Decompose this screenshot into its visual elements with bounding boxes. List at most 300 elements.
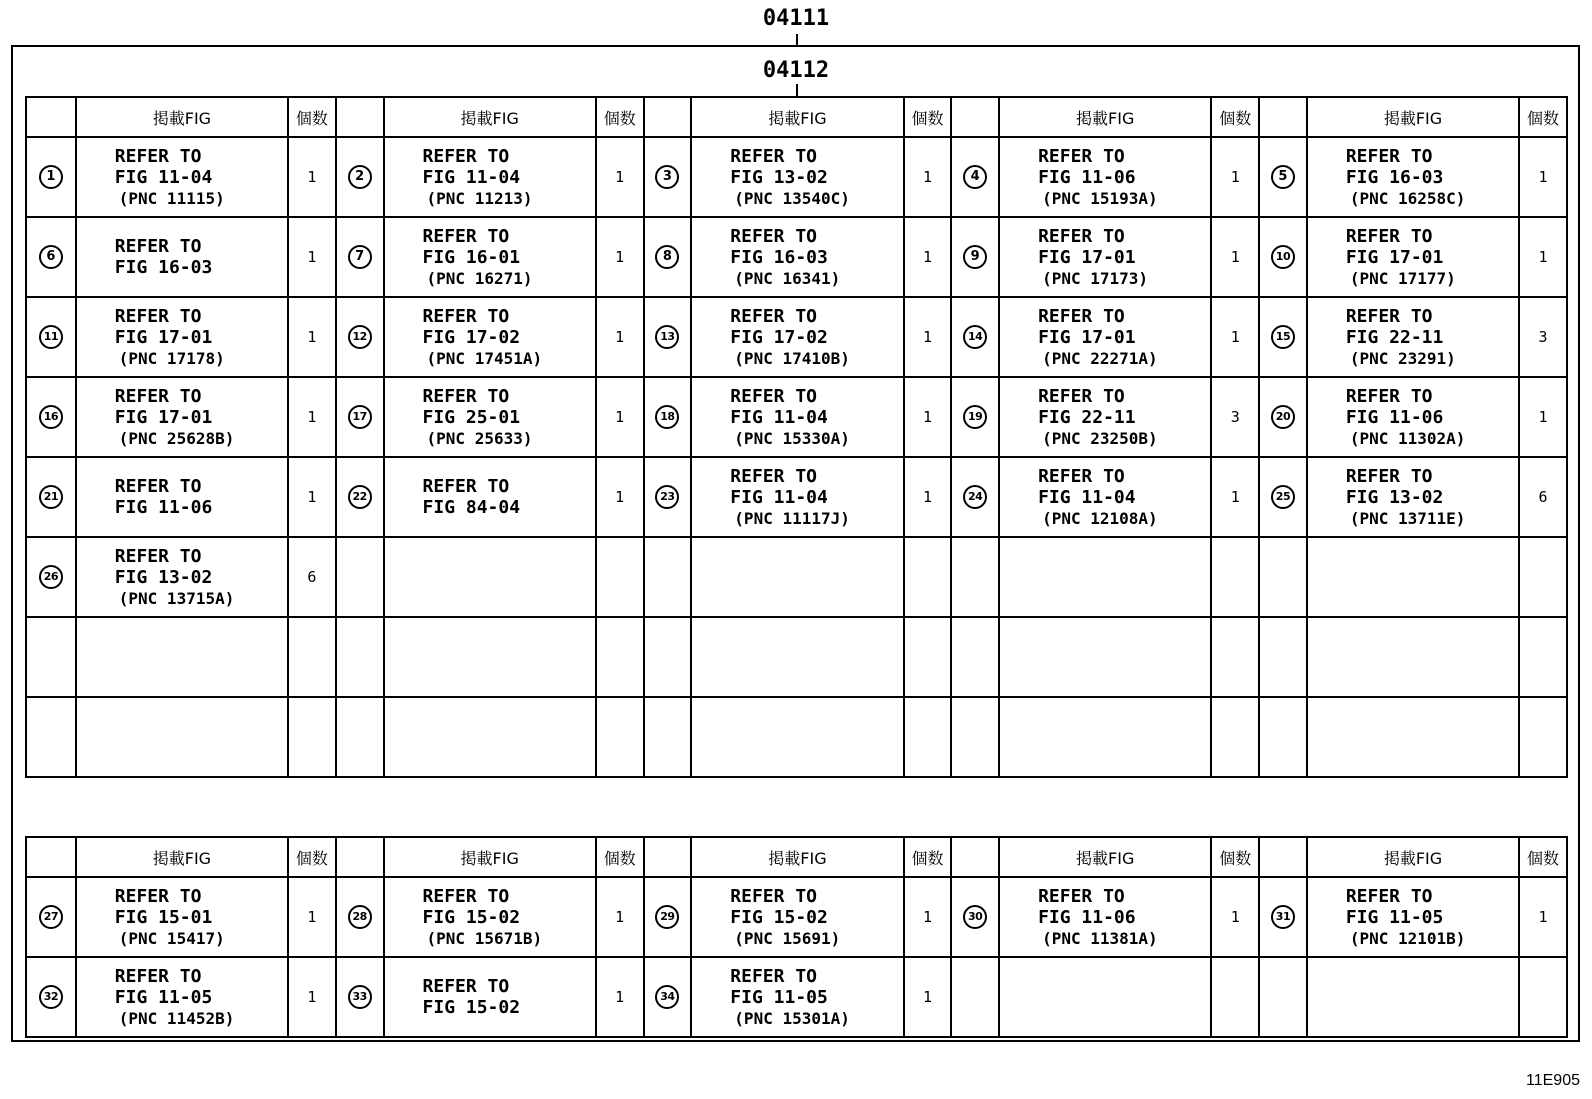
item-number-badge: 6 bbox=[39, 245, 63, 269]
fig-number: FIG 15-02 bbox=[730, 906, 828, 928]
fig-number: FIG 84-04 bbox=[422, 497, 521, 518]
reference-cell bbox=[384, 957, 596, 1037]
reference-cell bbox=[1307, 877, 1519, 957]
quantity-cell: 1 bbox=[904, 457, 952, 537]
quantity-cell bbox=[904, 617, 952, 697]
quantity-cell bbox=[904, 537, 952, 617]
table-row bbox=[26, 617, 1567, 697]
reference-cell bbox=[999, 537, 1211, 617]
pnc-number: (PNC 16258C) bbox=[1349, 188, 1466, 208]
fig-number: FIG 13-02 bbox=[1345, 486, 1444, 508]
illustration-code: 11E905 bbox=[1526, 1072, 1580, 1089]
item-number-cell bbox=[26, 957, 76, 1037]
item-number-cell bbox=[644, 537, 692, 617]
quantity-cell: 3 bbox=[1519, 297, 1567, 377]
quantity-cell: 1 bbox=[596, 957, 644, 1037]
reference-cell bbox=[76, 617, 288, 697]
pnc-number: (PNC 11115) bbox=[118, 188, 225, 208]
reference-cell bbox=[76, 137, 288, 217]
item-number-badge: 22 bbox=[348, 485, 372, 509]
quantity-cell bbox=[904, 697, 952, 777]
item-number-cell bbox=[951, 877, 999, 957]
quantity-cell: 1 bbox=[1211, 297, 1259, 377]
pnc-number: (PNC 15193A) bbox=[1042, 188, 1158, 208]
header-index-blank bbox=[1259, 837, 1307, 877]
reference-cell bbox=[384, 217, 596, 297]
item-number-badge: 25 bbox=[1271, 485, 1295, 509]
item-number-cell bbox=[951, 537, 999, 617]
reference-cell bbox=[691, 617, 903, 697]
header-index-blank bbox=[644, 837, 692, 877]
pnc-number: (PNC 17410B) bbox=[734, 348, 850, 368]
item-number-badge: 20 bbox=[1271, 405, 1295, 429]
pnc-number: (PNC 17178) bbox=[118, 348, 225, 368]
reference-cell bbox=[76, 377, 288, 457]
quantity-cell bbox=[288, 697, 336, 777]
pnc-number: (PNC 23250B) bbox=[1042, 428, 1158, 448]
quantity-cell: 1 bbox=[1211, 137, 1259, 217]
item-number-cell bbox=[336, 217, 384, 297]
quantity-cell: 1 bbox=[1211, 877, 1259, 957]
reference-cell bbox=[999, 377, 1211, 457]
pnc-number: (PNC 16271) bbox=[426, 268, 533, 288]
pnc-number: (PNC 15330A) bbox=[734, 428, 850, 448]
item-number-badge: 28 bbox=[348, 905, 372, 929]
pnc-number: (PNC 15671B) bbox=[426, 928, 543, 948]
reference-cell bbox=[384, 877, 596, 957]
header-qty: 個数 bbox=[1519, 837, 1567, 877]
quantity-cell: 1 bbox=[288, 137, 336, 217]
item-number-cell bbox=[336, 617, 384, 697]
pnc-number: (PNC 17177) bbox=[1349, 268, 1456, 288]
item-number-badge: 14 bbox=[963, 325, 987, 349]
header-fig: 掲載FIG bbox=[384, 837, 596, 877]
table-row bbox=[26, 217, 1567, 297]
item-number-badge: 30 bbox=[963, 905, 987, 929]
refer-to-text: REFER TO bbox=[1038, 385, 1125, 407]
fig-number: FIG 13-02 bbox=[730, 166, 828, 188]
quantity-cell: 1 bbox=[1519, 377, 1567, 457]
refer-to-text: REFER TO bbox=[114, 545, 202, 567]
item-number-cell bbox=[26, 537, 76, 617]
item-number-cell bbox=[26, 697, 76, 777]
quantity-cell: 1 bbox=[904, 377, 952, 457]
fig-number: FIG 22-11 bbox=[1038, 406, 1136, 428]
item-number-cell bbox=[1259, 697, 1307, 777]
item-number-badge: 27 bbox=[39, 905, 63, 929]
reference-cell bbox=[384, 537, 596, 617]
quantity-cell bbox=[596, 697, 644, 777]
fig-number: FIG 16-03 bbox=[730, 246, 828, 268]
reference-cell bbox=[999, 217, 1211, 297]
refer-to-text: REFER TO bbox=[1345, 385, 1433, 407]
quantity-cell: 1 bbox=[288, 217, 336, 297]
quantity-cell: 1 bbox=[904, 877, 952, 957]
header-fig: 掲載FIG bbox=[999, 97, 1211, 137]
reference-cell bbox=[76, 957, 288, 1037]
item-number-badge: 11 bbox=[39, 325, 63, 349]
table-row bbox=[26, 697, 1567, 777]
item-number-cell bbox=[26, 617, 76, 697]
item-number-cell bbox=[644, 877, 692, 957]
pnc-number: (PNC 13715A) bbox=[118, 588, 235, 608]
quantity-cell: 1 bbox=[1519, 217, 1567, 297]
header-fig: 掲載FIG bbox=[384, 97, 596, 137]
item-number-badge: 24 bbox=[963, 485, 987, 509]
fig-number: FIG 11-05 bbox=[114, 986, 213, 1008]
refer-to-text: REFER TO bbox=[422, 476, 510, 497]
item-number-badge: 33 bbox=[348, 985, 372, 1009]
quantity-cell: 1 bbox=[596, 457, 644, 537]
refer-to-text: REFER TO bbox=[730, 885, 817, 907]
fig-number: FIG 15-02 bbox=[422, 906, 521, 928]
refer-to-text: REFER TO bbox=[422, 885, 510, 907]
quantity-cell bbox=[1211, 697, 1259, 777]
table-row bbox=[26, 877, 1567, 957]
item-number-cell bbox=[1259, 297, 1307, 377]
refer-to-text: REFER TO bbox=[730, 385, 817, 407]
fig-number: FIG 11-04 bbox=[730, 406, 828, 428]
quantity-cell bbox=[288, 617, 336, 697]
assembly-number-inner: 04112 bbox=[762, 58, 830, 83]
reference-cell bbox=[76, 297, 288, 377]
pnc-number: (PNC 15691) bbox=[734, 928, 841, 948]
item-number-badge: 18 bbox=[655, 405, 679, 429]
item-number-cell bbox=[1259, 137, 1307, 217]
header-fig: 掲載FIG bbox=[76, 837, 288, 877]
reference-cell bbox=[76, 537, 288, 617]
reference-cell bbox=[999, 957, 1211, 1037]
item-number-badge: 32 bbox=[39, 985, 63, 1009]
assembly-number-outer: 04111 bbox=[762, 6, 830, 31]
fig-number: FIG 22-11 bbox=[1345, 326, 1444, 348]
reference-cell bbox=[384, 297, 596, 377]
reference-cell bbox=[1307, 377, 1519, 457]
header-index-blank bbox=[26, 97, 76, 137]
item-number-cell bbox=[951, 617, 999, 697]
header-qty: 個数 bbox=[1211, 837, 1259, 877]
item-number-cell bbox=[644, 137, 692, 217]
fig-number: FIG 11-06 bbox=[1345, 406, 1444, 428]
quantity-cell: 1 bbox=[1519, 137, 1567, 217]
refer-to-text: REFER TO bbox=[422, 305, 510, 327]
refer-to-text: REFER TO bbox=[730, 225, 817, 247]
reference-cell bbox=[384, 617, 596, 697]
quantity-cell: 1 bbox=[288, 457, 336, 537]
pnc-number: (PNC 17173) bbox=[1042, 268, 1149, 288]
refer-to-text: REFER TO bbox=[1345, 305, 1433, 327]
header-fig: 掲載FIG bbox=[1307, 97, 1519, 137]
item-number-cell bbox=[26, 217, 76, 297]
item-number-cell bbox=[644, 297, 692, 377]
header-qty: 個数 bbox=[1211, 97, 1259, 137]
item-number-cell bbox=[951, 297, 999, 377]
reference-cell bbox=[1307, 457, 1519, 537]
item-number-cell bbox=[951, 137, 999, 217]
refer-to-text: REFER TO bbox=[1345, 145, 1433, 167]
item-number-cell bbox=[951, 957, 999, 1037]
header-index-blank bbox=[951, 97, 999, 137]
item-number-badge: 7 bbox=[348, 245, 372, 269]
quantity-cell: 1 bbox=[596, 217, 644, 297]
quantity-cell: 6 bbox=[1519, 457, 1567, 537]
refer-to-text: REFER TO bbox=[730, 145, 817, 167]
reference-cell bbox=[691, 297, 903, 377]
reference-table-upper bbox=[25, 96, 1568, 778]
item-number-cell bbox=[336, 137, 384, 217]
quantity-cell bbox=[1519, 537, 1567, 617]
quantity-cell: 1 bbox=[288, 377, 336, 457]
quantity-cell bbox=[1211, 537, 1259, 617]
refer-to-text: REFER TO bbox=[114, 305, 202, 327]
item-number-cell bbox=[1259, 457, 1307, 537]
header-index-blank bbox=[951, 837, 999, 877]
fig-number: FIG 17-02 bbox=[730, 326, 828, 348]
header-index-blank bbox=[644, 97, 692, 137]
reference-cell bbox=[691, 377, 903, 457]
refer-to-text: REFER TO bbox=[422, 385, 510, 407]
refer-to-text: REFER TO bbox=[114, 236, 202, 257]
refer-to-text: REFER TO bbox=[730, 305, 817, 327]
quantity-cell: 1 bbox=[288, 957, 336, 1037]
item-number-cell bbox=[26, 377, 76, 457]
item-number-badge: 2 bbox=[348, 165, 372, 189]
item-number-cell bbox=[644, 617, 692, 697]
pnc-number: (PNC 12108A) bbox=[1042, 508, 1158, 528]
reference-cell bbox=[384, 377, 596, 457]
pnc-number: (PNC 11381A) bbox=[1042, 928, 1158, 948]
quantity-cell: 1 bbox=[288, 877, 336, 957]
reference-cell bbox=[999, 617, 1211, 697]
item-number-cell bbox=[1259, 617, 1307, 697]
pnc-number: (PNC 11302A) bbox=[1349, 428, 1466, 448]
reference-cell bbox=[999, 457, 1211, 537]
refer-to-text: REFER TO bbox=[1038, 145, 1125, 167]
fig-number: FIG 16-03 bbox=[114, 257, 213, 278]
fig-number: FIG 16-03 bbox=[1345, 166, 1444, 188]
item-number-cell bbox=[336, 377, 384, 457]
refer-to-text: REFER TO bbox=[1038, 305, 1125, 327]
reference-cell bbox=[691, 877, 903, 957]
reference-cell bbox=[1307, 697, 1519, 777]
fig-number: FIG 11-05 bbox=[730, 986, 828, 1008]
item-number-badge: 31 bbox=[1271, 905, 1295, 929]
table-row bbox=[26, 137, 1567, 217]
quantity-cell: 1 bbox=[596, 297, 644, 377]
table-row bbox=[26, 297, 1567, 377]
reference-cell bbox=[999, 297, 1211, 377]
reference-cell bbox=[1307, 617, 1519, 697]
fig-number: FIG 17-01 bbox=[114, 326, 213, 348]
reference-cell bbox=[384, 457, 596, 537]
header-qty: 個数 bbox=[1519, 97, 1567, 137]
item-number-badge: 3 bbox=[655, 165, 679, 189]
table-row bbox=[26, 377, 1567, 457]
fig-number: FIG 11-06 bbox=[114, 497, 213, 518]
fig-number: FIG 11-04 bbox=[1038, 486, 1136, 508]
item-number-cell bbox=[1259, 957, 1307, 1037]
quantity-cell: 1 bbox=[596, 137, 644, 217]
reference-cell bbox=[76, 457, 288, 537]
quantity-cell bbox=[1211, 617, 1259, 697]
header-fig: 掲載FIG bbox=[691, 837, 903, 877]
pnc-number: (PNC 11213) bbox=[426, 188, 533, 208]
item-number-cell bbox=[26, 297, 76, 377]
fig-number: FIG 11-04 bbox=[114, 166, 213, 188]
fig-number: FIG 11-04 bbox=[730, 486, 828, 508]
item-number-cell bbox=[336, 957, 384, 1037]
item-number-badge: 10 bbox=[1271, 245, 1295, 269]
item-number-cell bbox=[26, 877, 76, 957]
reference-cell bbox=[999, 877, 1211, 957]
fig-number: FIG 15-02 bbox=[422, 997, 521, 1018]
item-number-cell bbox=[26, 137, 76, 217]
item-number-cell bbox=[1259, 377, 1307, 457]
refer-to-text: REFER TO bbox=[114, 476, 202, 497]
table-row bbox=[26, 457, 1567, 537]
fig-number: FIG 13-02 bbox=[114, 566, 213, 588]
quantity-cell: 1 bbox=[288, 297, 336, 377]
reference-cell bbox=[1307, 957, 1519, 1037]
item-number-cell bbox=[1259, 217, 1307, 297]
item-number-badge: 15 bbox=[1271, 325, 1295, 349]
refer-to-text: REFER TO bbox=[1345, 465, 1433, 487]
quantity-cell: 1 bbox=[1211, 457, 1259, 537]
item-number-cell bbox=[1259, 537, 1307, 617]
pnc-number: (PNC 12101B) bbox=[1349, 928, 1466, 948]
refer-to-text: REFER TO bbox=[422, 225, 510, 247]
header-index-blank bbox=[26, 837, 76, 877]
quantity-cell: 1 bbox=[1211, 217, 1259, 297]
item-number-badge: 17 bbox=[348, 405, 372, 429]
quantity-cell: 6 bbox=[288, 537, 336, 617]
header-index-blank bbox=[336, 837, 384, 877]
item-number-cell bbox=[951, 457, 999, 537]
quantity-cell bbox=[596, 537, 644, 617]
item-number-cell bbox=[951, 377, 999, 457]
reference-cell bbox=[1307, 297, 1519, 377]
item-number-badge: 29 bbox=[655, 905, 679, 929]
fig-number: FIG 25-01 bbox=[422, 406, 521, 428]
item-number-cell bbox=[951, 697, 999, 777]
quantity-cell: 1 bbox=[904, 297, 952, 377]
quantity-cell: 1 bbox=[1519, 877, 1567, 957]
item-number-cell bbox=[336, 537, 384, 617]
header-row bbox=[26, 837, 1567, 877]
item-number-badge: 5 bbox=[1271, 165, 1295, 189]
reference-table-lower bbox=[25, 836, 1568, 1038]
header-index-blank bbox=[336, 97, 384, 137]
reference-cell bbox=[1307, 537, 1519, 617]
refer-to-text: REFER TO bbox=[114, 885, 202, 907]
header-qty: 個数 bbox=[288, 97, 336, 137]
reference-cell bbox=[691, 217, 903, 297]
reference-cell bbox=[76, 217, 288, 297]
item-number-badge: 4 bbox=[963, 165, 987, 189]
item-number-badge: 8 bbox=[655, 245, 679, 269]
item-number-cell bbox=[336, 697, 384, 777]
item-number-cell bbox=[644, 697, 692, 777]
item-number-badge: 34 bbox=[655, 985, 679, 1009]
fig-number: FIG 17-01 bbox=[1038, 326, 1136, 348]
item-number-badge: 12 bbox=[348, 325, 372, 349]
pnc-number: (PNC 15417) bbox=[118, 928, 225, 948]
pnc-number: (PNC 13711E) bbox=[1349, 508, 1466, 528]
quantity-cell bbox=[1211, 957, 1259, 1037]
item-number-badge: 26 bbox=[39, 565, 63, 589]
fig-number: FIG 11-06 bbox=[1038, 166, 1136, 188]
item-number-badge: 19 bbox=[963, 405, 987, 429]
refer-to-text: REFER TO bbox=[1345, 225, 1433, 247]
quantity-cell: 1 bbox=[904, 137, 952, 217]
item-number-badge: 9 bbox=[963, 245, 987, 269]
pnc-number: (PNC 22271A) bbox=[1042, 348, 1158, 368]
reference-cell bbox=[384, 137, 596, 217]
header-qty: 個数 bbox=[596, 97, 644, 137]
refer-to-text: REFER TO bbox=[1038, 225, 1125, 247]
quantity-cell bbox=[596, 617, 644, 697]
refer-to-text: REFER TO bbox=[114, 385, 202, 407]
reference-cell bbox=[1307, 217, 1519, 297]
refer-to-text: REFER TO bbox=[1038, 465, 1125, 487]
table-row bbox=[26, 957, 1567, 1037]
refer-to-text: REFER TO bbox=[422, 145, 510, 167]
reference-cell bbox=[1307, 137, 1519, 217]
header-row bbox=[26, 97, 1567, 137]
fig-number: FIG 11-05 bbox=[1345, 906, 1444, 928]
leader-line-inner bbox=[796, 84, 798, 96]
pnc-number: (PNC 13540C) bbox=[734, 188, 850, 208]
header-qty: 個数 bbox=[596, 837, 644, 877]
pnc-number: (PNC 25633) bbox=[426, 428, 533, 448]
reference-cell bbox=[76, 877, 288, 957]
pnc-number: (PNC 25628B) bbox=[118, 428, 235, 448]
item-number-badge: 21 bbox=[39, 485, 63, 509]
reference-cell bbox=[691, 537, 903, 617]
refer-to-text: REFER TO bbox=[1345, 885, 1433, 907]
fig-number: FIG 17-01 bbox=[1345, 246, 1444, 268]
reference-cell bbox=[76, 697, 288, 777]
fig-number: FIG 11-04 bbox=[422, 166, 521, 188]
item-number-cell bbox=[336, 457, 384, 537]
item-number-badge: 23 bbox=[655, 485, 679, 509]
pnc-number: (PNC 15301A) bbox=[734, 1008, 850, 1028]
reference-cell bbox=[691, 697, 903, 777]
header-fig: 掲載FIG bbox=[1307, 837, 1519, 877]
item-number-cell bbox=[26, 457, 76, 537]
item-number-badge: 16 bbox=[39, 405, 63, 429]
quantity-cell bbox=[1519, 617, 1567, 697]
refer-to-text: REFER TO bbox=[114, 965, 202, 987]
quantity-cell: 1 bbox=[904, 957, 952, 1037]
header-fig: 掲載FIG bbox=[999, 837, 1211, 877]
reference-cell bbox=[691, 137, 903, 217]
item-number-cell bbox=[644, 217, 692, 297]
fig-number: FIG 11-06 bbox=[1038, 906, 1136, 928]
item-number-badge: 1 bbox=[39, 165, 63, 189]
fig-number: FIG 16-01 bbox=[422, 246, 521, 268]
reference-cell bbox=[384, 697, 596, 777]
reference-cell bbox=[691, 457, 903, 537]
quantity-cell bbox=[1519, 957, 1567, 1037]
fig-number: FIG 17-01 bbox=[114, 406, 213, 428]
quantity-cell: 1 bbox=[596, 377, 644, 457]
refer-to-text: REFER TO bbox=[730, 965, 817, 987]
quantity-cell bbox=[1519, 697, 1567, 777]
pnc-number: (PNC 16341) bbox=[734, 268, 841, 288]
item-number-cell bbox=[644, 377, 692, 457]
fig-number: FIG 17-01 bbox=[1038, 246, 1136, 268]
